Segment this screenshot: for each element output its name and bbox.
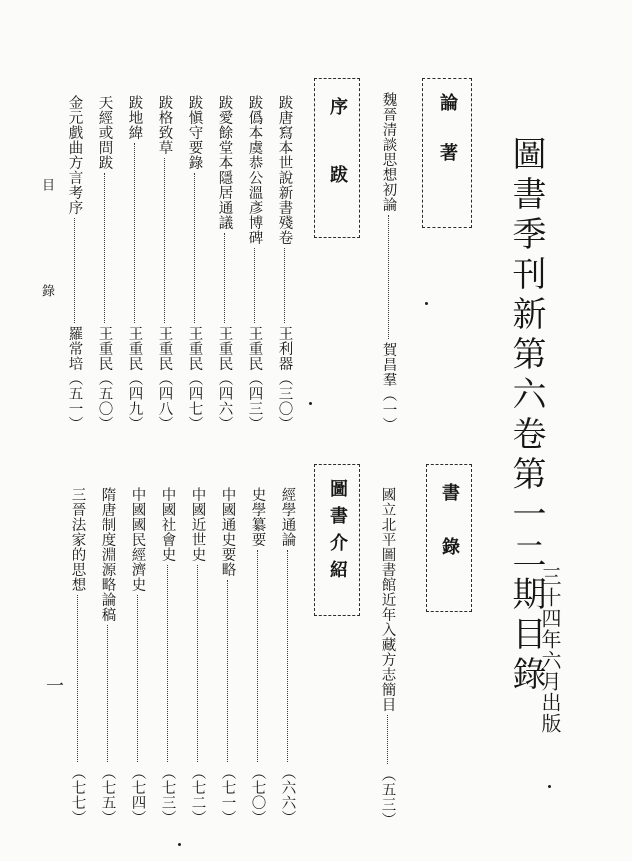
entry-title: 跋唐寫本世說新書殘卷 <box>276 95 293 245</box>
section-box-xuba <box>314 78 360 238</box>
entry-page: （四八） <box>156 371 173 431</box>
toc-entry[interactable] <box>190 487 205 825</box>
toc-entry[interactable] <box>187 95 202 431</box>
toc-entry[interactable] <box>70 487 85 825</box>
toc-entry[interactable] <box>97 95 112 431</box>
entry-author: 王重民 <box>126 326 143 371</box>
entry-page: （七七） <box>69 765 86 825</box>
leader-dots <box>224 233 225 323</box>
entry-author: 王重民 <box>246 326 263 371</box>
toc-entry[interactable] <box>277 95 292 431</box>
scan-speck <box>178 843 181 846</box>
toc-entry[interactable] <box>250 487 265 825</box>
section-box-lunzhu <box>422 78 472 228</box>
leader-dots <box>284 248 285 323</box>
leader-dots <box>387 715 388 764</box>
entry-author: 王重民 <box>96 326 113 371</box>
entry-title: 跋愼守要錄 <box>186 95 203 170</box>
entry-title: 經學通論 <box>279 487 296 547</box>
leader-dots <box>254 248 255 323</box>
section-box-tushujieshao <box>314 464 360 616</box>
toc-entry[interactable] <box>127 95 142 431</box>
scan-speck <box>548 785 551 788</box>
toc-entry[interactable] <box>280 487 295 825</box>
section-box-shulu <box>426 464 472 612</box>
scan-speck <box>309 402 312 405</box>
leader-dots <box>287 550 288 762</box>
entry-page: （四三） <box>246 371 263 431</box>
entry-title: 跋僞本虞恭公溫彥博碑 <box>246 95 263 245</box>
entry-page: （七四） <box>129 765 146 825</box>
entry-author: 王重民 <box>156 326 173 371</box>
toc-entry[interactable] <box>217 95 232 431</box>
entry-title: 天經或問跋 <box>96 95 113 170</box>
entry-page: （四六） <box>216 371 233 431</box>
entry-title: 中國近世史 <box>189 487 206 562</box>
entry-title: 跋格致草 <box>156 95 173 155</box>
toc-entry[interactable] <box>381 92 396 432</box>
leader-dots <box>164 158 165 323</box>
leader-dots <box>74 218 75 323</box>
document-title: 圖書季刊新第六卷第一二期目錄 <box>506 136 546 696</box>
toc-entry[interactable] <box>100 487 115 825</box>
entry-title: 金元戲曲方言考序 <box>66 95 83 215</box>
leader-dots <box>167 565 168 762</box>
entry-page: （七一） <box>219 765 236 825</box>
leader-dots <box>197 565 198 762</box>
toc-entry[interactable] <box>157 95 172 431</box>
section-label-tushujieshao: 圖書介紹 <box>327 479 348 587</box>
entry-author: 王重民 <box>186 326 203 371</box>
entry-title: 隋唐制度淵源略論稿 <box>99 487 116 622</box>
publication-date: 三十四年六月出版 <box>538 566 562 734</box>
entry-page: （一） <box>380 387 397 432</box>
entry-title: 中國國民經濟史 <box>129 487 146 592</box>
leader-dots <box>104 173 105 323</box>
entry-page: （六六） <box>279 765 296 825</box>
toc-entry[interactable] <box>67 95 82 431</box>
entry-page: （七二） <box>189 765 206 825</box>
leader-dots <box>388 215 389 339</box>
entry-title: 魏晉清談思想初論 <box>380 92 397 212</box>
entry-title: 史學纂要 <box>249 487 266 547</box>
entry-author: 王利器 <box>276 326 293 371</box>
entry-page: （四九） <box>126 371 143 431</box>
entry-author: 賀昌羣 <box>380 342 397 387</box>
leader-dots <box>107 625 108 762</box>
toc-entry[interactable] <box>130 487 145 825</box>
entry-title: 三晉法家的思想 <box>69 487 86 592</box>
page-number: 一 <box>43 676 64 694</box>
entry-title: 中國通史要略 <box>219 487 236 577</box>
toc-entry[interactable] <box>247 95 262 431</box>
entry-title: 國立北平圖書館近年入藏方志簡目 <box>379 487 396 712</box>
entry-page: （四七） <box>186 371 203 431</box>
toc-entry[interactable] <box>380 487 395 827</box>
entry-title: 中國社會史 <box>159 487 176 562</box>
entry-page: （三〇） <box>276 371 293 431</box>
entry-page: （七五） <box>99 765 116 825</box>
margin-label: 目 錄 <box>39 178 54 337</box>
entry-author: 羅常培 <box>66 326 83 371</box>
entry-title: 跋地緯 <box>126 95 143 140</box>
leader-dots <box>194 173 195 323</box>
entry-page: （五三） <box>379 767 396 827</box>
entry-page: （五〇） <box>96 371 113 431</box>
toc-entry[interactable] <box>220 487 235 825</box>
leader-dots <box>77 595 78 762</box>
entry-author: 王重民 <box>216 326 233 371</box>
entry-page: （七三） <box>159 765 176 825</box>
leader-dots <box>134 143 135 323</box>
leader-dots <box>257 550 258 762</box>
section-label-shulu: 書錄 <box>439 483 460 591</box>
entry-title: 跋愛餘堂本隱居通議 <box>216 95 233 230</box>
entry-page: （五一） <box>66 371 83 431</box>
leader-dots <box>227 580 228 762</box>
section-label-lunzhu: 論著 <box>437 93 458 193</box>
section-label-xuba: 序跋 <box>327 97 348 233</box>
toc-entry[interactable] <box>160 487 175 825</box>
leader-dots <box>137 595 138 762</box>
entry-page: （七〇） <box>249 765 266 825</box>
scan-speck <box>425 302 428 305</box>
